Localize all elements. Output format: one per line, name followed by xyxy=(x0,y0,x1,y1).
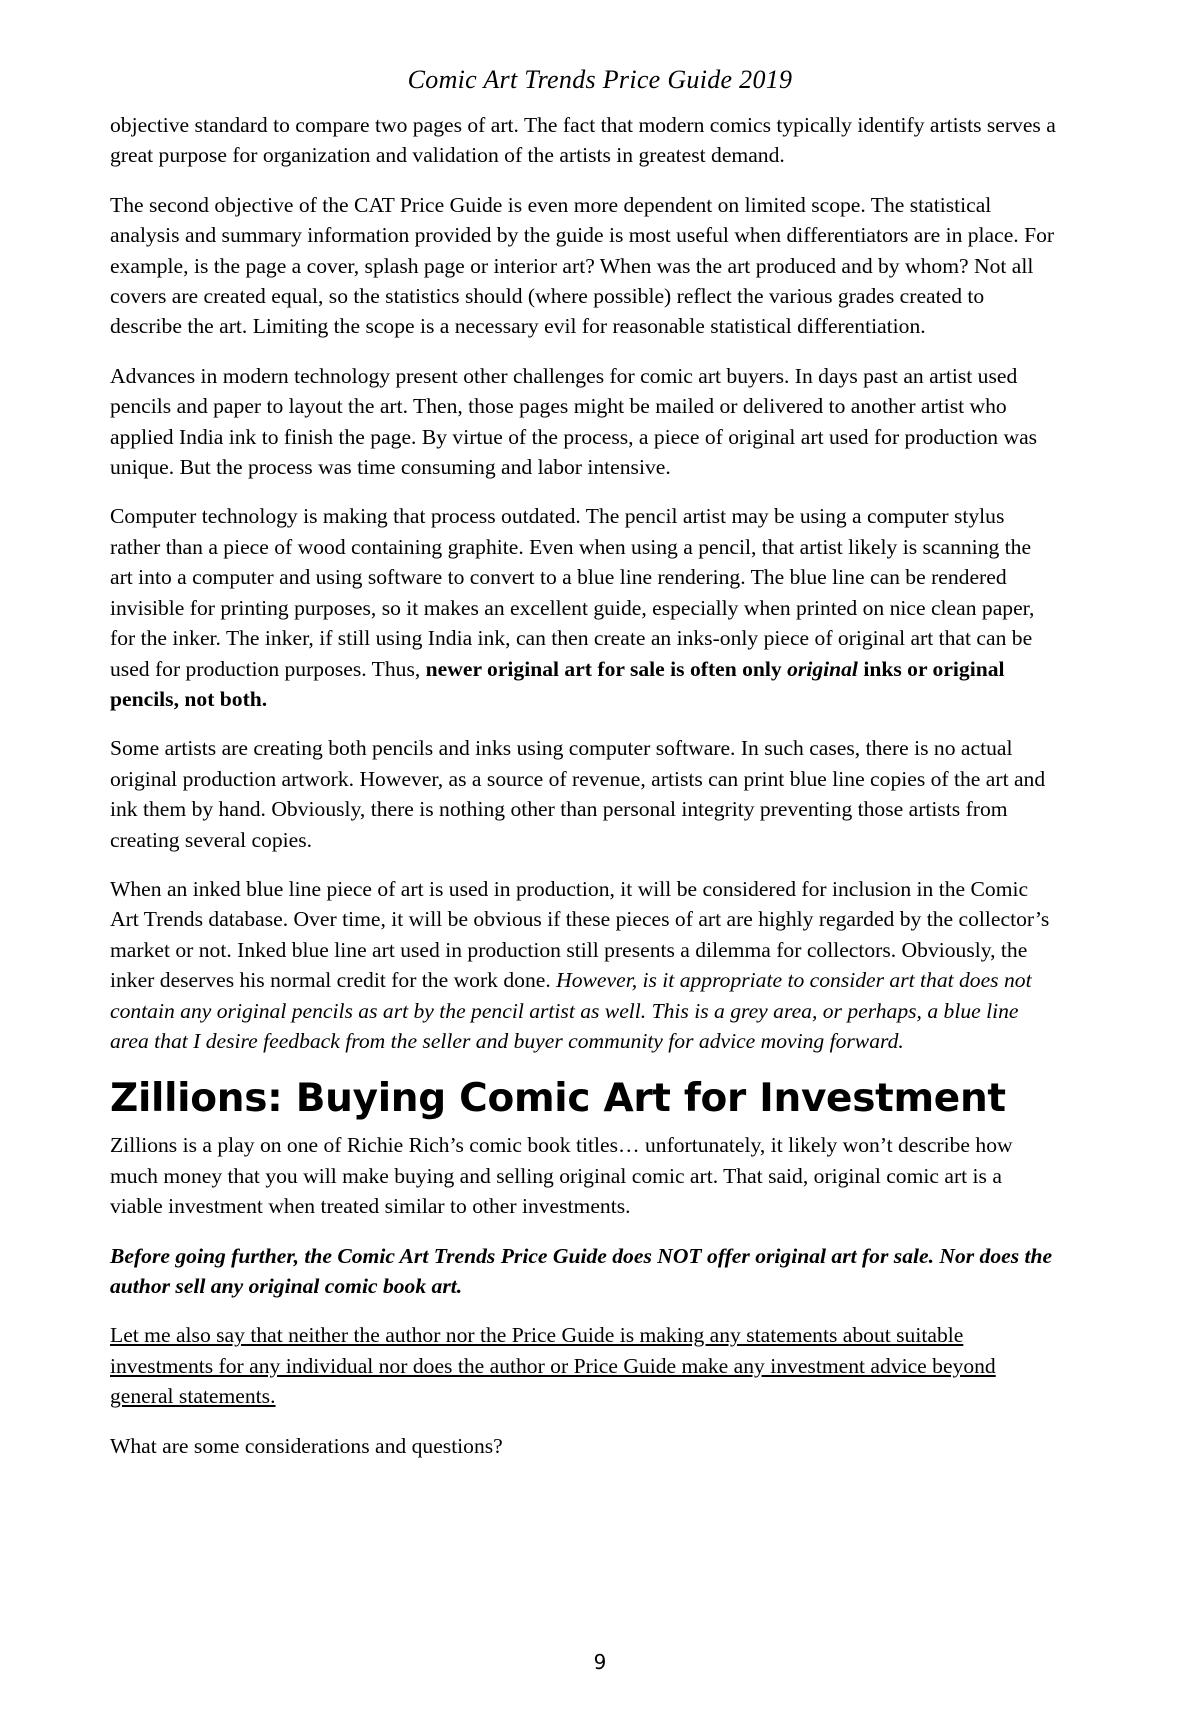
body-paragraph-4 xyxy=(110,501,1058,714)
section-paragraph-1: Zillions is a play on one of Richie Rich’s comic book titles… unfortunately, it likely won’t describe how much money that you will make buying and selling original comic art. That said, original comic art is a viable investment when treated similar to other investments. xyxy=(110,1133,1013,1219)
page-content xyxy=(110,110,1058,1461)
body-paragraph-3: Advances in modern technology present other challenges for comic art buyers. In days past an artist used pencils and paper to layout the art. Then, those pages might be mailed or delivered to another artist who applied India ink to finish the page. By virtue of the process, a piece of original art used for production was unique. But the process was time consuming and labor intensive. xyxy=(110,363,1038,480)
paragraph-6-text: When an inked blue line piece of art is used in production, it will be considered for inclusion in the Comic Art Trends database. Over time, it will be obvious if these pieces of art are highly regarded by the collector’s market or not. Inked blue line art used in production still presents a dilemma for collectors. Obviously, the inker deserves his normal credit for the work done. xyxy=(110,876,1050,993)
paragraph-4-bold-text-a: newer original art for sale is often only xyxy=(425,656,788,681)
section-heading: Zillions: Buying Comic Art for Investment xyxy=(110,1076,1006,1122)
paragraph-4-bold-text-b: inks or original pencils, not both. xyxy=(110,656,1005,711)
paragraph-6-italic-text: However, is it appropriate to consider art that does not contain any original pencils as art by the pencil artist as well. This is a grey area, or perhaps, a blue line area that I desire feedback from the seller and buyer community for advice moving forward. xyxy=(110,968,1032,1053)
paragraph-4-text: Computer technology is making that process outdated. The pencil artist may be using a computer stylus rather than a piece of wood containing graphite. Even when using a pencil, that artist likely is scanning the art into a computer and using software to convert to a blue line rendering. The blue line can be rendered invisible for printing purposes, so it makes an excellent guide, especially when printed on nice clean paper, for the inker. The inker, if still using India ink, can then create an inks-only piece of original art that can be used for production purposes. Thus, xyxy=(110,504,1035,681)
running-header-title: Comic Art Trends Price Guide 2019 xyxy=(407,65,793,94)
body-paragraph-2: The second objective of the CAT Price Guide is even more dependent on limited scope. The statistical analysis and summary information provided by the guide is most useful when differentiators are in place. For example, is the page a cover, splash page or interior art? When was the art produced and by whom? Not all covers are created equal, so the statistics should (where possible) reflect the various grades created to describe the art. Limiting the scope is a necessary evil for reasonable statistical differentiation. xyxy=(110,192,1055,339)
body-paragraph-6 xyxy=(110,874,1058,1056)
body-paragraph-1: objective standard to compare two pages of art. The fact that modern comics typically identify artists serves a great purpose for organization and validation of the artists in greatest demand. xyxy=(110,113,1056,168)
body-paragraph-5: Some artists are creating both pencils and inks using computer software. In such cases, there is no actual original production artwork. However, as a source of revenue, artists can print blue line copies of the art and ink them by hand. Obviously, there is nothing other than personal integrity preventing those artists from creating several copies. xyxy=(110,736,1046,852)
page-number: 9 xyxy=(593,1650,607,1674)
section-disclaimer-bold-italic: Before going further, the Comic Art Trends Price Guide does NOT offer original art for sale. Nor does the author sell any original comic book art. xyxy=(110,1243,1053,1298)
section-paragraph-question: What are some considerations and questions? xyxy=(110,1433,503,1458)
section-disclaimer-underlined: Let me also say that neither the author nor the Price Guide is making any statements about suitable investments for any individual nor does the author or Price Guide make any investment advice beyond general statements. xyxy=(110,1323,996,1409)
paragraph-4-bold-italic-word: original xyxy=(787,656,858,681)
